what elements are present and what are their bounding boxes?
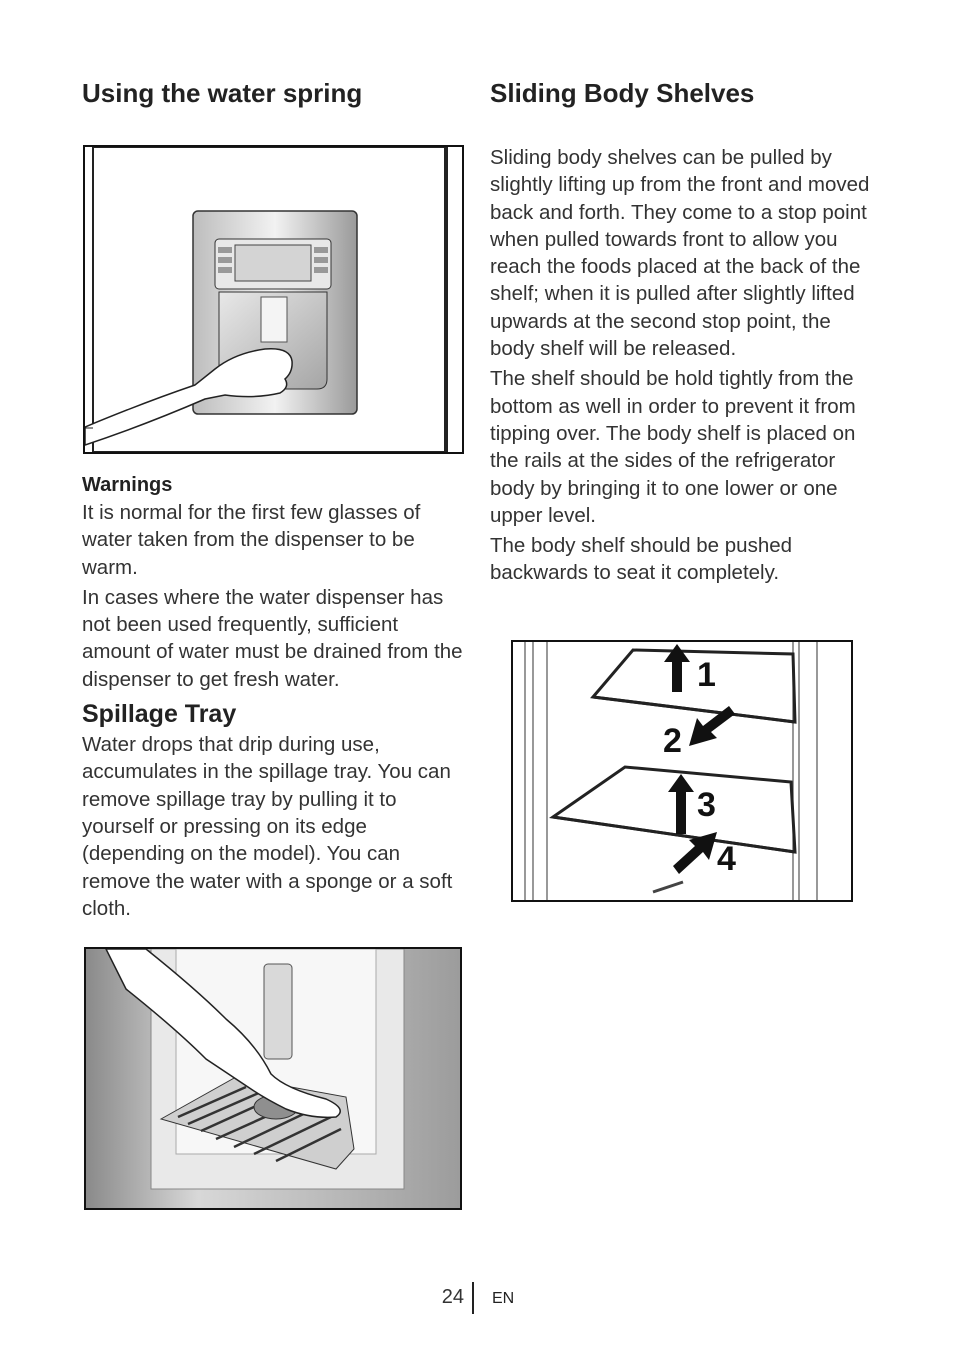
warning-paragraph-2: In cases where the water dispenser has not been used frequently, sufficient amount of water must be drained from the dispenser to get fresh water. <box>82 585 463 691</box>
language-code: EN <box>492 1290 515 1307</box>
shelves-paragraph-2: The shelf should be hold tightly from the bottom as well in order to prevent it from tipping over. The body shelf is placed on the rails at the sides of the refrigerator body by bringing it to one lower or one upper level. <box>490 367 856 527</box>
spillage-tray-illustration <box>84 947 462 1210</box>
warning-paragraph-1: It is normal for the first few glasses of water taken from the dispenser to be warm. <box>82 501 421 579</box>
warnings-title: Warnings <box>82 474 173 496</box>
footer-divider <box>472 1282 474 1314</box>
heading-sliding-shelves: Sliding Body Shelves <box>490 78 755 108</box>
shelves-paragraph-3: The body shelf should be pushed backwards to seat it completely. <box>490 534 793 585</box>
shelves-paragraph-1: Sliding body shelves can be pulled by slightly lifting up from the front and moved back and forth. They come to a stop point when pulled towards front to allow you reach the foods placed at the back of the shelf; when it is pulled after slightly lifted upwards at the second stop point, the body shelf will be released. <box>490 146 870 361</box>
spillage-tray-drawing <box>86 949 460 1208</box>
sliding-shelves-illustration <box>511 640 853 902</box>
heading-water-spring: Using the water spring <box>82 78 363 108</box>
step-label-1: 1 <box>697 656 716 694</box>
sliding-shelves-drawing <box>513 642 851 900</box>
page-number: 24 <box>441 1286 464 1308</box>
heading-spillage-tray: Spillage Tray <box>82 700 237 729</box>
step-label-4: 4 <box>717 840 736 878</box>
spillage-paragraph: Water drops that drip during use, accumulates in the spillage tray. You can remove spillage tray by pulling it to yourself or pressing on its edge (depending on the model). You can remove the water with a sponge or a soft cloth. <box>82 733 453 920</box>
step-label-2: 2 <box>663 722 682 760</box>
water-dispenser-drawing <box>85 147 462 452</box>
step-label-3: 3 <box>697 786 716 824</box>
water-dispenser-illustration <box>83 145 464 454</box>
